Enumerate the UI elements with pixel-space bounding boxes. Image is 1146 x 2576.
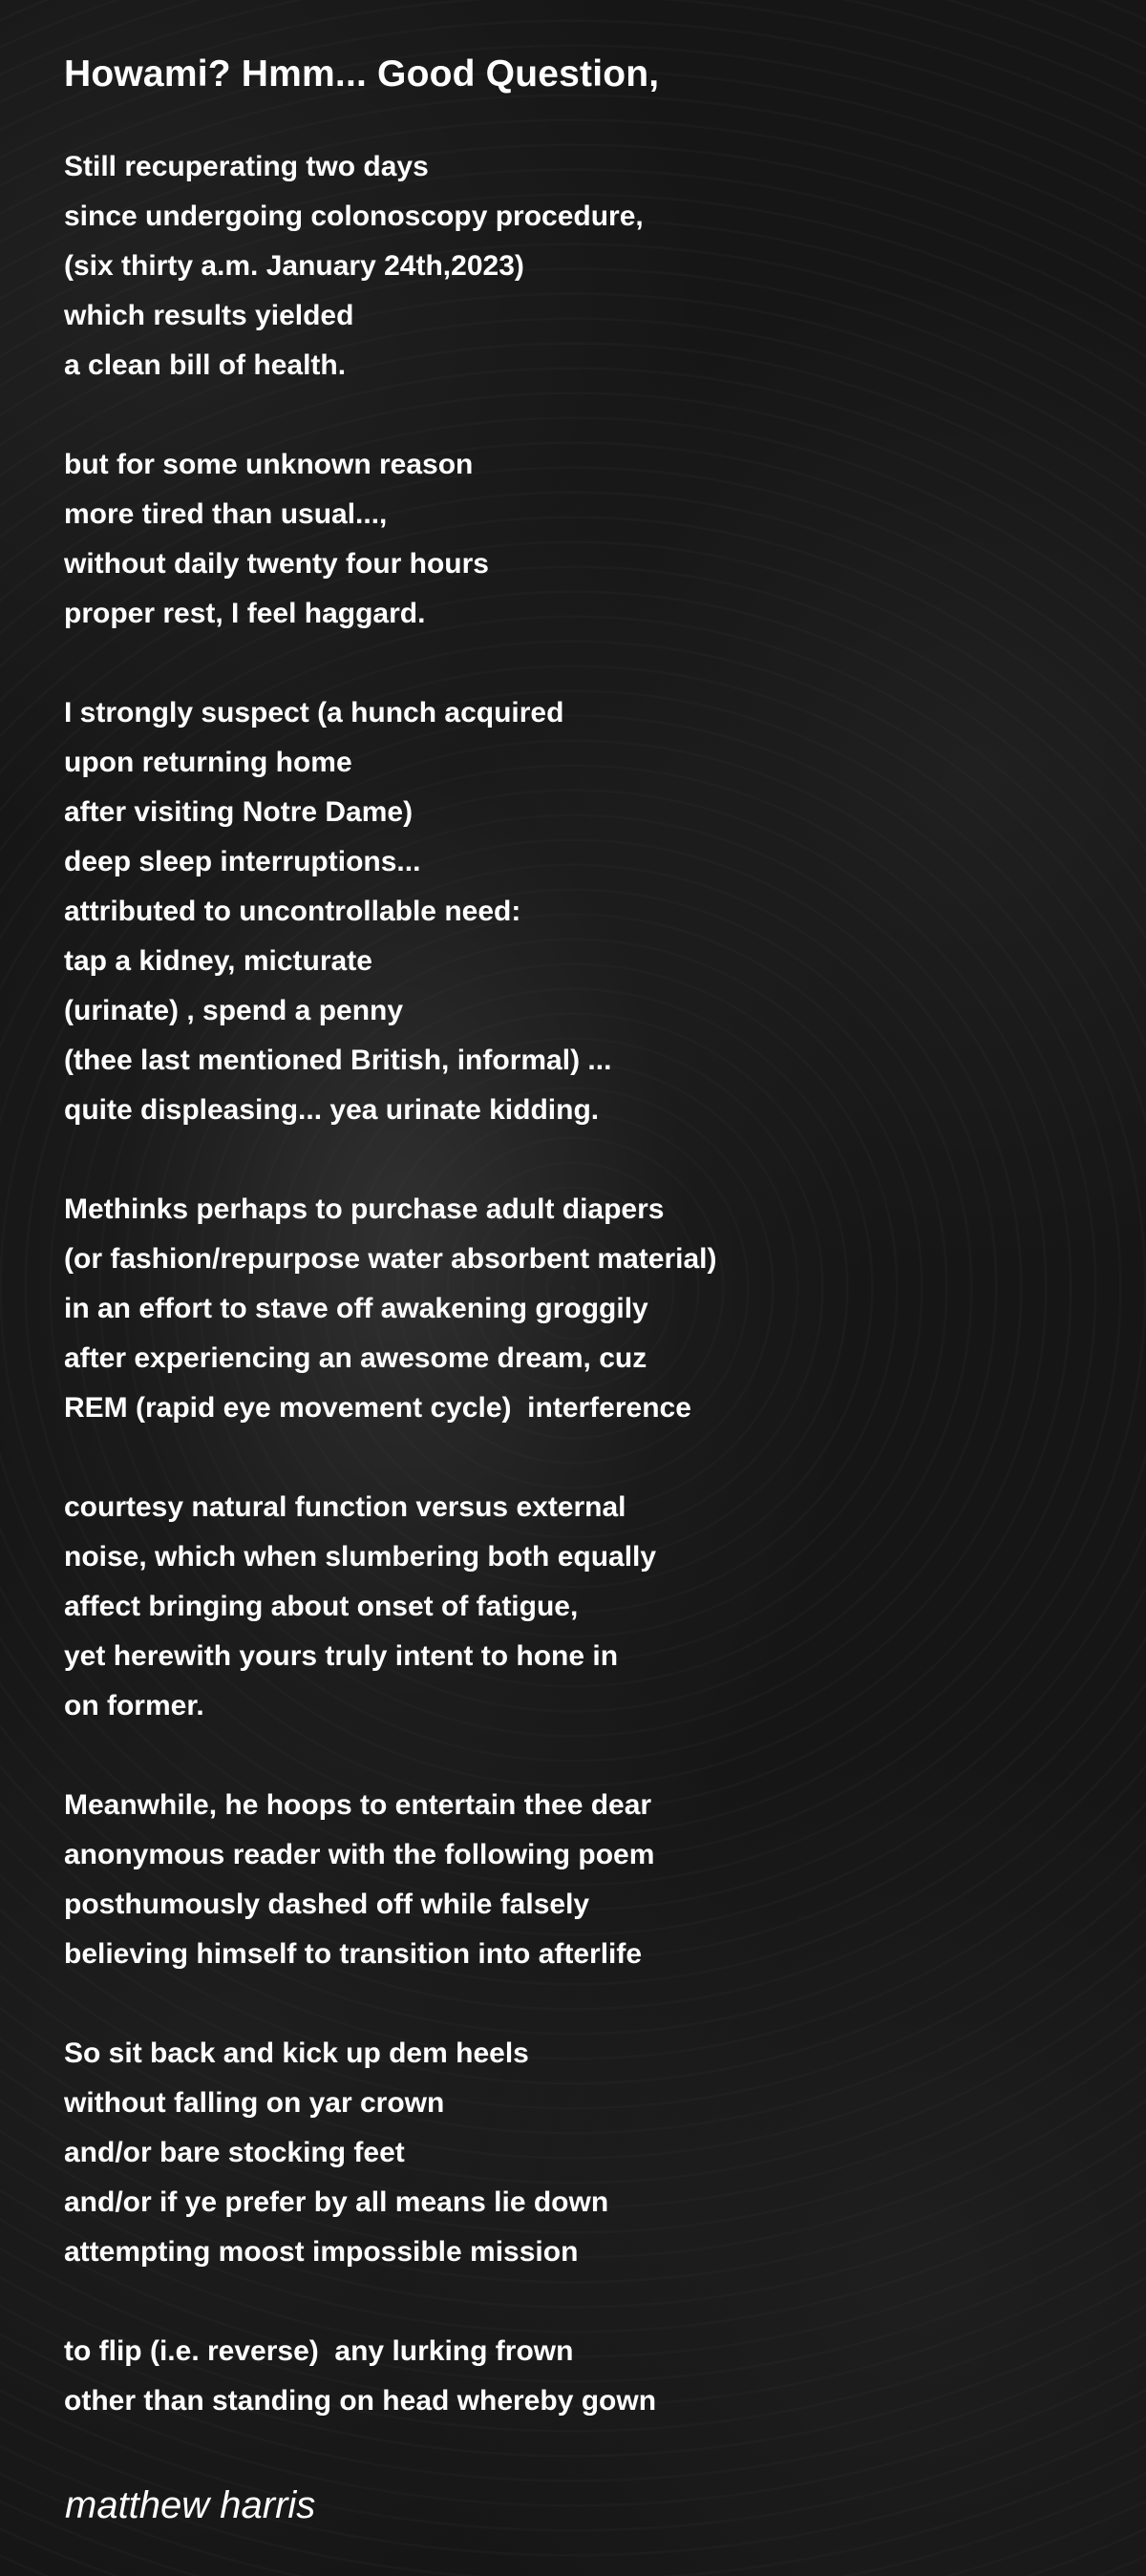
poem-line: since undergoing colonoscopy procedure, <box>64 201 644 232</box>
poem-line: Methinks perhaps to purchase adult diapers <box>64 1193 665 1225</box>
stanza <box>64 1781 1095 1979</box>
poem-line: (thee last mentioned British, informal) ... <box>64 1045 612 1076</box>
poem-line: without falling on yar crown <box>64 2087 445 2119</box>
poem-line: but for some unknown reason <box>64 449 474 480</box>
poem-line: Meanwhile, he hoops to entertain thee dear <box>64 1789 652 1821</box>
poem-line: quite displeasing... yea urinate kidding. <box>64 1094 600 1126</box>
poem-line: without daily twenty four hours <box>64 548 489 580</box>
poem-line: proper rest, I feel haggard. <box>64 598 426 629</box>
poem-title: Howami? Hmm... Good Question, <box>64 53 660 95</box>
poem-line: to flip (i.e. reverse) any lurking frown <box>64 2335 574 2367</box>
poem-line: I strongly suspect (a hunch acquired <box>64 697 564 728</box>
poem-line: upon returning home <box>64 747 352 778</box>
poem-line: noise, which when slumbering both equally <box>64 1541 657 1573</box>
poem-line: after experiencing an awesome dream, cuz <box>64 1342 647 1374</box>
poem-line: and/or bare stocking feet <box>64 2137 405 2168</box>
poem-body <box>64 142 1095 2426</box>
poem-line: anonymous reader with the following poem <box>64 1839 655 1870</box>
poem-line: believing himself to transition into afterlife <box>64 1938 643 1970</box>
stanza <box>64 2327 1095 2426</box>
poem-line: (six thirty a.m. January 24th,2023) <box>64 250 524 282</box>
poem-line: other than standing on head whereby gown <box>64 2385 657 2417</box>
poem-line: attributed to uncontrollable need: <box>64 896 521 927</box>
poem-line: on former. <box>64 1690 204 1721</box>
poem-line: affect bringing about onset of fatigue, <box>64 1591 579 1622</box>
poem-line: posthumously dashed off while falsely <box>64 1889 590 1920</box>
stanza <box>64 2029 1095 2277</box>
poem-line: in an effort to stave off awakening groggily <box>64 1293 648 1324</box>
poem-container <box>64 50 1095 2426</box>
poem-line: (or fashion/repurpose water absorbent material) <box>64 1243 717 1275</box>
author-signature: matthew harris <box>65 2484 316 2526</box>
poem-line: yet herewith yours truly intent to hone in <box>64 1640 619 1672</box>
stanza <box>64 142 1095 391</box>
stanza <box>64 688 1095 1135</box>
stanza <box>64 440 1095 639</box>
poem-line: and/or if ye prefer by all means lie down <box>64 2186 609 2218</box>
stanza <box>64 1483 1095 1731</box>
poem-line: deep sleep interruptions... <box>64 846 421 877</box>
poem-line: Still recuperating two days <box>64 151 429 182</box>
poem-line: a clean bill of health. <box>64 349 347 381</box>
poem-line: tap a kidney, micturate <box>64 945 372 977</box>
poem-line: courtesy natural function versus external <box>64 1491 626 1523</box>
poem-line: So sit back and kick up dem heels <box>64 2038 529 2069</box>
poem-line: after visiting Notre Dame) <box>64 796 414 828</box>
poem-line: more tired than usual..., <box>64 498 388 530</box>
poem-line: which results yielded <box>64 300 354 331</box>
stanza <box>64 1185 1095 1433</box>
poem-line: REM (rapid eye movement cycle) interference <box>64 1392 691 1424</box>
poem-line: (urinate) , spend a penny <box>64 995 404 1026</box>
poem-line: attempting moost impossible mission <box>64 2236 579 2268</box>
